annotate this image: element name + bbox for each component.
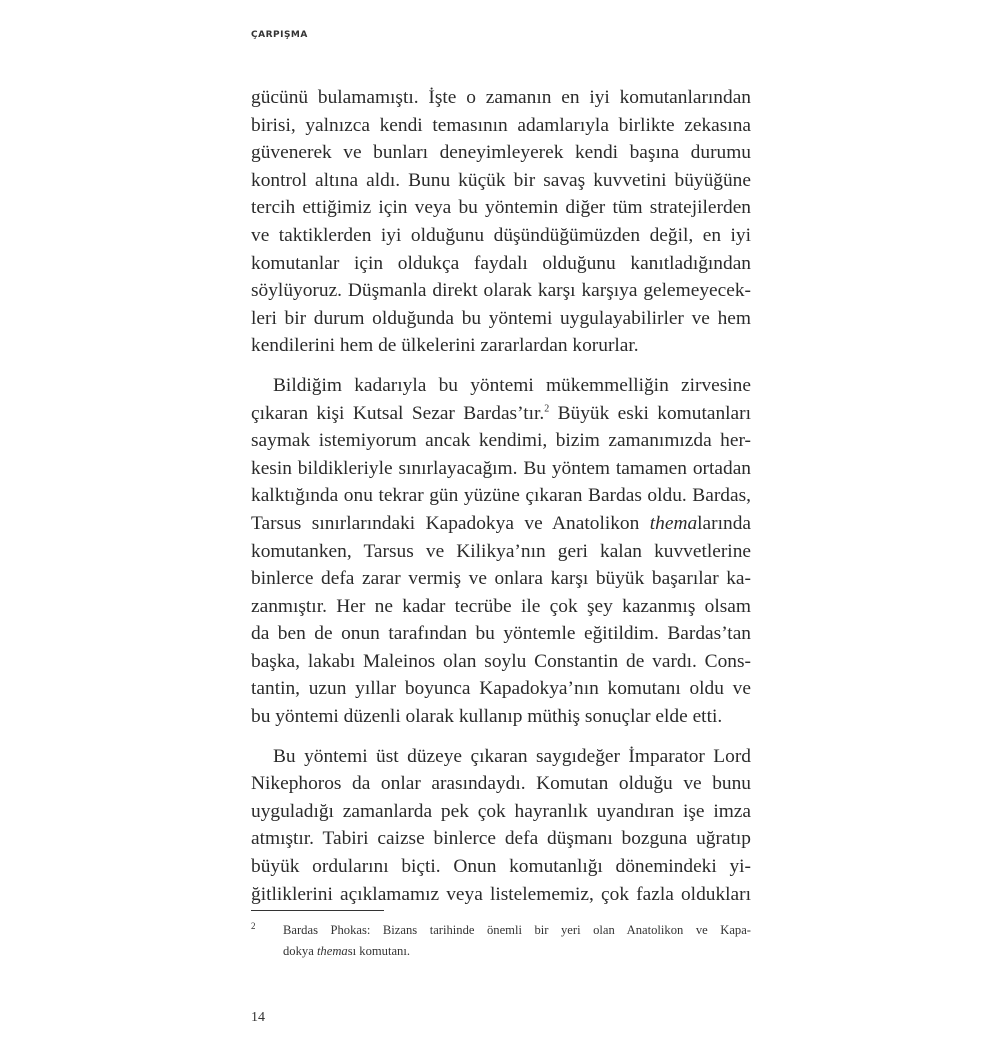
text-line: komutanlar için oldukça faydalı olduğunu kanıtladığından [251, 252, 751, 274]
text-segment: dokya [283, 944, 317, 958]
text-line: başka, lakabı Maleinos olan soylu Constantin de vardı. Cons- [251, 650, 751, 672]
text-line: Bildiğim kadarıyla bu yöntemi mükemmelliğin zirvesine [273, 374, 751, 396]
footnote-reference[interactable]: 2 [544, 403, 550, 415]
footnote [251, 920, 751, 962]
text-line: uyguladığı zamanlarda pek çok hayranlık uyandıran işe imza [251, 800, 751, 822]
footnote-line: Bardas Phokas: Bizans tarihinde önemli bir yeri olan Anatolikon ve Kapa- [283, 923, 751, 937]
footnote-marker: 2 [251, 921, 256, 931]
text-line: binlerce defa zarar vermiş ve onlara karşı büyük başarılar ka- [251, 568, 751, 590]
text-segment: larında [697, 512, 751, 534]
text-line: gücünü bulamamıştı. İşte o zamanın en iyi komutanlarından [251, 87, 751, 108]
running-head: ÇARPIŞMA [251, 30, 308, 40]
paragraph-3 [251, 743, 751, 909]
footnote-line [283, 941, 751, 962]
footnote-divider [251, 910, 384, 911]
italic-term: thema [316, 944, 348, 958]
body-text [251, 84, 751, 920]
text-segment: Tarsus sınırlarındaki Kapadokya ve Anatolikon [251, 512, 650, 534]
text-line: tantin, uzun yıllar boyunca Kapadokya’nın komutanı oldu ve [251, 678, 751, 700]
text-segment: sı komutanı. [347, 944, 410, 958]
text-line: kendilerini hem de ülkelerini zararlardan korurlar. [251, 335, 639, 357]
text-line: büyük ordularını biçti. Onun komutanlığı dönemindeki yi- [251, 856, 751, 878]
text-line: atmıştır. Tabiri caizse binlerce defa düşmanı bozguna uğratıp [251, 828, 751, 850]
text-line: zanmıştır. Her ne kadar tecrübe ile çok şey kazanmış olsam [251, 595, 751, 617]
text-line: güvenerek ve bunları deneyimleyerek kendi başına durumu [251, 142, 751, 164]
text-line: kesin bildikleriyle sınırlayacağım. Bu yöntem tamamen ortadan [251, 457, 751, 479]
text-line: tercih ettiğimiz için veya bu yöntemin diğer tüm stratejilerden [251, 197, 751, 219]
text-line: leri bir durum olduğunda bu yöntemi uygulayabilirler ve hem [251, 307, 751, 329]
text-line: Bu yöntemi üst düzeye çıkaran saygıdeğer İmparator Lord [273, 745, 751, 767]
footnote-text [283, 920, 751, 962]
text-line: söylüyoruz. Düşmanla direkt olarak karşı karşıya gelemeyecek- [251, 280, 751, 302]
text-segment: çıkaran kişi Kutsal Sezar Bardas’tır. [251, 402, 545, 424]
page-number: 14 [251, 1010, 265, 1025]
text-line: ve taktiklerden iyi olduğunu düşündüğümüzden değil, en iyi [251, 224, 751, 246]
paragraph-1 [251, 84, 751, 360]
text-line: kontrol altına aldı. Bunu küçük bir savaş kuvvetini büyüğüne [251, 169, 751, 191]
text-line: birisi, yalnızca kendi temasının adamlarıyla birlikte zekasına [251, 114, 751, 136]
text-line: saymak istemiyorum ancak kendimi, bizim zamanımızda her- [251, 430, 751, 452]
text-line: kalktığında onu tekrar gün yüzüne çıkaran Bardas oldu. Bardas, [251, 485, 751, 507]
italic-term: thema [649, 512, 698, 534]
text-line: Nikephoros da onlar arasındaydı. Komutan olduğu ve bunu [251, 773, 751, 795]
text-line: ğitliklerini açıklamamız veya listelememiz, çok fazla oldukları [251, 883, 751, 905]
text-line [251, 400, 751, 428]
text-segment: Büyük eski komutanları [549, 402, 751, 424]
paragraph-2 [251, 372, 751, 731]
text-line [251, 510, 751, 538]
text-line: bu yöntemi düzenli olarak kullanıp müthiş sonuçlar elde etti. [251, 706, 723, 728]
text-line: komutanken, Tarsus ve Kilikya’nın geri kalan kuvvetlerine [251, 540, 751, 562]
text-line: da ben de onun tarafından bu yöntemle eğitildim. Bardas’tan [251, 623, 751, 645]
